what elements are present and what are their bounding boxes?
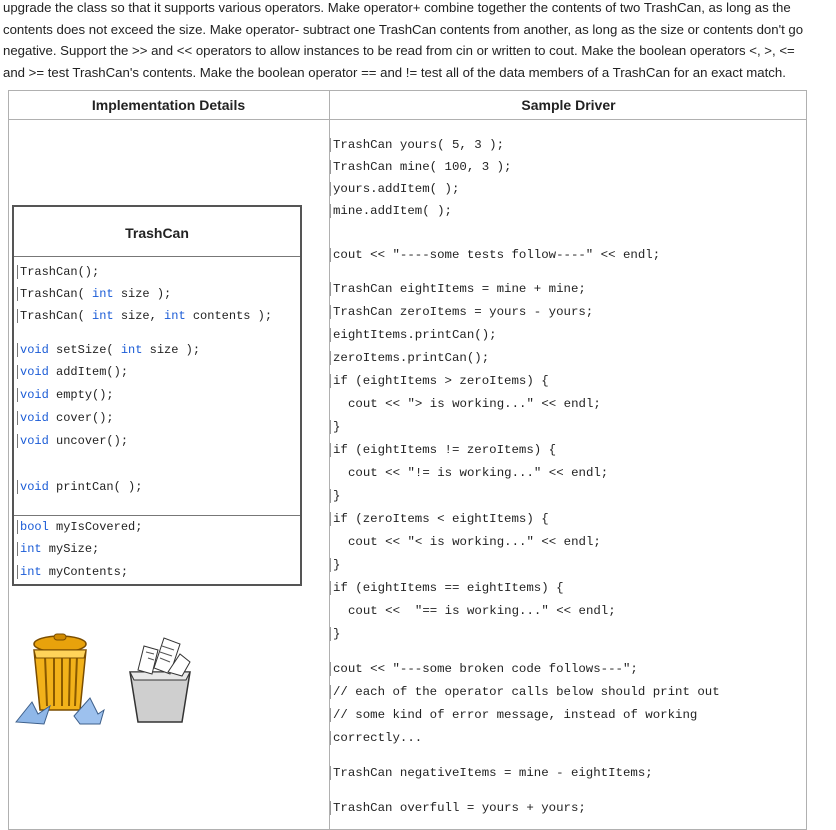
constructor-text: TrashCan(); xyxy=(20,265,100,279)
type-keyword: void xyxy=(20,480,49,494)
code-line: cout << "---some broken code follows---"; xyxy=(330,662,638,676)
uml-method xyxy=(17,365,128,379)
code-line: correctly... xyxy=(330,731,422,745)
method-text: cover(); xyxy=(48,411,114,425)
code-line: yours.addItem( ); xyxy=(330,182,459,196)
type-keyword: void xyxy=(20,434,49,448)
code-line: cout << "< is working..." << endl; xyxy=(348,535,601,549)
method-text: printCan( ); xyxy=(48,480,143,494)
code-line: cout << "----some tests follow----" << endl; xyxy=(330,248,660,262)
code-line: cout << "> is working..." << endl; xyxy=(348,397,601,411)
method-text: empty(); xyxy=(48,388,114,402)
uml-attribute xyxy=(17,565,128,579)
code-line: cout << "== is working..." << endl; xyxy=(348,604,616,618)
uml-constructor xyxy=(17,309,272,323)
code-line: TrashCan mine( 100, 3 ); xyxy=(330,160,511,174)
method-text: addItem(); xyxy=(48,365,129,379)
type-keyword: int xyxy=(120,343,143,357)
code-line: // some kind of error message, instead of working xyxy=(330,708,697,722)
intro-line: contents does not exceed the size. Make operator- subtract one TrashCan contents from another, as long as the size or contents don't go xyxy=(3,21,804,37)
attribute-text: myIsCovered; xyxy=(48,520,143,534)
intro-line: and >= test TrashCan's contents. Make the boolean operator == and != test all of the data members of a TrashCan for an exact match. xyxy=(3,64,786,80)
sample-driver-header: Sample Driver xyxy=(330,90,807,120)
code-line: } xyxy=(330,627,340,641)
method-text: size ); xyxy=(142,343,201,357)
trash-can-icon xyxy=(14,632,106,726)
intro-line: upgrade the class so that it supports various operators. Make operator+ combine together the contents of two TrashCan, as long as the xyxy=(3,0,791,15)
uml-divider xyxy=(14,515,300,516)
code-line: TrashCan negativeItems = mine - eightItems; xyxy=(330,766,653,780)
attribute-text: myContents; xyxy=(41,565,129,579)
uml-class-name: TrashCan xyxy=(14,207,300,257)
code-line: TrashCan yours( 5, 3 ); xyxy=(330,138,504,152)
type-keyword: int xyxy=(164,309,186,323)
uml-attribute xyxy=(17,520,142,534)
waste-basket-icon xyxy=(124,632,196,728)
type-keyword: bool xyxy=(20,520,49,534)
implementation-details-header: Implementation Details xyxy=(8,90,330,120)
code-line: if (eightItems == eightItems) { xyxy=(330,581,564,595)
code-line: TrashCan zeroItems = yours - yours; xyxy=(330,305,593,319)
type-keyword: void xyxy=(20,388,49,402)
code-line: TrashCan eightItems = mine + mine; xyxy=(330,282,586,296)
uml-method xyxy=(17,388,114,402)
type-keyword: int xyxy=(20,565,42,579)
code-line: if (eightItems > zeroItems) { xyxy=(330,374,549,388)
constructor-text: TrashCan( xyxy=(20,309,93,323)
code-line: // each of the operator calls below should print out xyxy=(330,685,720,699)
constructor-text: size, xyxy=(113,309,165,323)
code-line: cout << "!= is working..." << endl; xyxy=(348,466,609,480)
uml-method xyxy=(17,411,114,425)
type-keyword: void xyxy=(20,365,49,379)
intro-line: negative. Support the >> and << operators to allow instances to be read from cin or written to cout. Make the boolean operators <, >, <= xyxy=(3,43,795,58)
type-keyword: int xyxy=(20,542,42,556)
code-line: } xyxy=(330,558,340,572)
method-text: uncover(); xyxy=(48,434,129,448)
constructor-text: contents ); xyxy=(185,309,273,323)
code-line: } xyxy=(330,420,340,434)
uml-constructor xyxy=(17,287,171,301)
type-keyword: void xyxy=(20,411,49,425)
uml-class-box xyxy=(12,205,302,586)
code-line: if (zeroItems < eightItems) { xyxy=(330,512,549,526)
code-line: mine.addItem( ); xyxy=(330,204,452,218)
method-text: setSize( xyxy=(48,343,121,357)
uml-method xyxy=(17,343,200,357)
type-keyword: int xyxy=(92,287,114,301)
code-line: TrashCan overfull = yours + yours; xyxy=(330,801,586,815)
type-keyword: void xyxy=(20,343,49,357)
constructor-text: size ); xyxy=(113,287,172,301)
type-keyword: int xyxy=(92,309,114,323)
intro-paragraph xyxy=(3,0,833,83)
uml-method xyxy=(17,480,142,494)
code-line: if (eightItems != zeroItems) { xyxy=(330,443,556,457)
code-line: zeroItems.printCan(); xyxy=(330,351,489,365)
code-line: eightItems.printCan(); xyxy=(330,328,497,342)
uml-method xyxy=(17,434,128,448)
column-divider xyxy=(329,120,330,830)
uml-attribute xyxy=(17,542,99,556)
attribute-text: mySize; xyxy=(41,542,100,556)
uml-constructor xyxy=(17,265,99,279)
code-line: } xyxy=(330,489,340,503)
constructor-text: TrashCan( xyxy=(20,287,93,301)
